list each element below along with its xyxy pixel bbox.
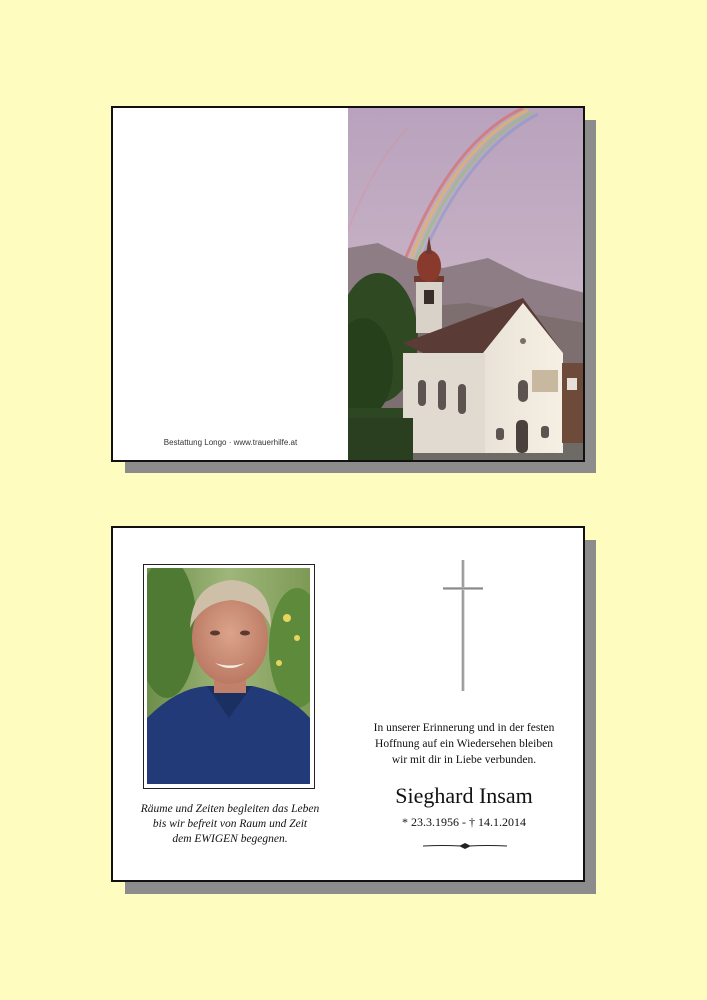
funeral-home-credit: Bestattung Longo · www.trauerhilfe.at: [163, 438, 298, 447]
ornament-divider-icon: [423, 837, 507, 855]
memorial-text: [351, 720, 577, 768]
card-front-left-pane: [113, 108, 348, 460]
church-rainbow-image: [348, 108, 585, 460]
poem-line: bis wir befreit von Raum und Zeit: [152, 818, 308, 830]
life-dates: * 23.3.1956 - † 14.1.2014: [402, 815, 526, 829]
poem-line: dem EWIGEN begegnen.: [172, 833, 288, 845]
poem: [113, 802, 347, 847]
church-rainbow-photo: [348, 108, 585, 460]
memorial-line: Hoffnung auf ein Wiedersehen bleiben: [375, 738, 553, 750]
card-inner: [111, 526, 585, 882]
portrait-photo: [147, 568, 310, 784]
portrait-frame: [143, 564, 315, 789]
deceased-name: Sieghard Insam: [395, 783, 533, 808]
memorial-line: In unserer Erinnerung und in der festen: [373, 722, 555, 734]
cross-icon: [441, 558, 485, 698]
poem-line: Räume und Zeiten begleiten das Leben: [140, 803, 320, 815]
memorial-line: wir mit dir in Liebe verbunden.: [391, 754, 537, 766]
card-front: [111, 106, 585, 462]
